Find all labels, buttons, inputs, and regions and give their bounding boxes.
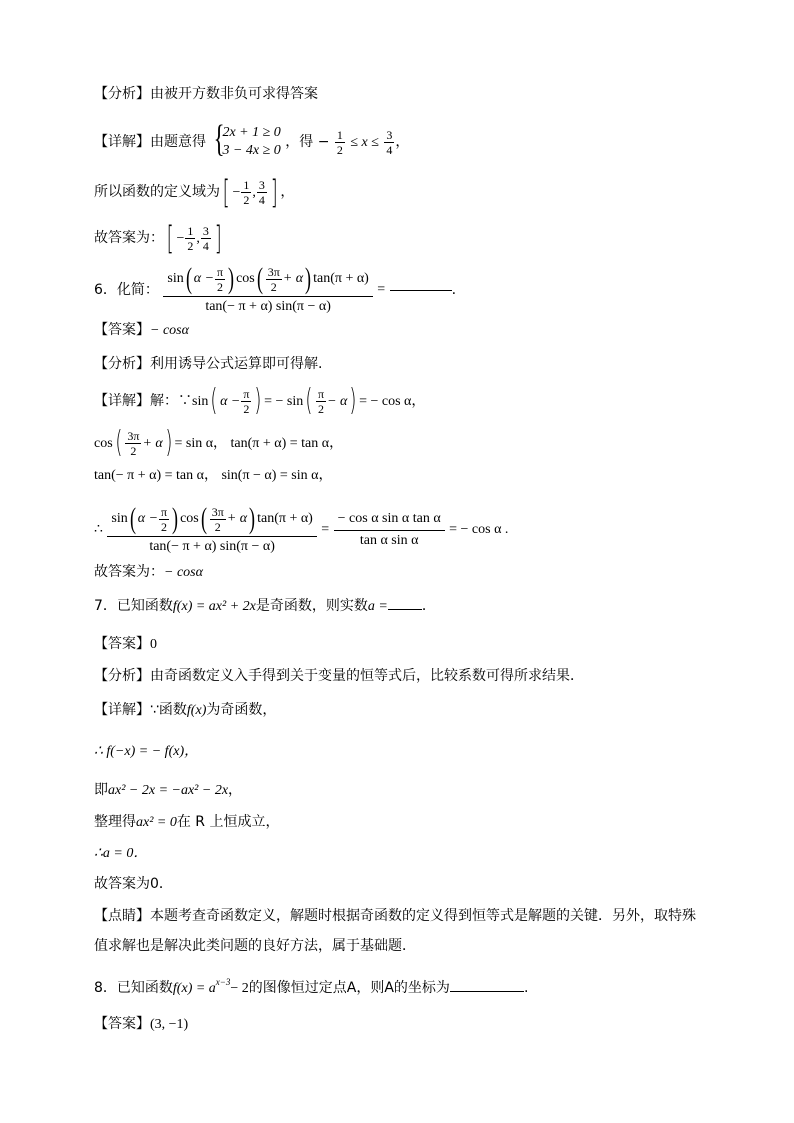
insight-label: 【点睛】 (94, 908, 150, 924)
q7-analysis-line: 【分析】由奇函数定义入手得到关于变量的恒等式后，比较系数可得所求结果． (94, 668, 584, 684)
q6-answer-line (94, 320, 189, 341)
fraction-three-quarters: $\frac{3}{4}$ (386, 127, 393, 157)
answer-blank (450, 991, 524, 992)
analysis-text: 利用诱导公式运算即可得解. (150, 356, 323, 372)
domain-text: 所以函数的定义域为 (94, 184, 220, 200)
analysis-label: 【分析】 (94, 86, 150, 102)
detail-label: 【详解】 (94, 134, 150, 150)
answer-value: (3, −1) (150, 1017, 189, 1032)
answer-value: 0 (150, 637, 157, 652)
q5-detail-line: 【详解】由题意得 { 2x + 1 ≥ 0 3 − 4x ≥ 0 ，得 − $\frac{1}{2}$ ≤ x ≤ $\frac{3}{4}$ ， (94, 118, 410, 160)
answer-blank (388, 609, 422, 610)
q7-detail-line-2: ∴ f(−x) = − f(x)， (94, 744, 199, 759)
system-line-2: 3 − 4x ≥ 0 (222, 143, 281, 158)
answer-text: 故答案为： (94, 230, 164, 246)
q5-domain-line: 所以函数的定义域为[ − $\frac{1}{2}$ , $\frac{3}{4}$ ] ， (94, 173, 295, 211)
detail-intro: 由题意得 (150, 134, 206, 150)
q7-insight-line-2: 值求解也是解决此类问题的良好方法，属于基础题． (94, 938, 416, 954)
q7-stem: 7．已知函数f(x) = ax² + 2x是奇函数，则实数a = ． (94, 598, 436, 614)
q7-detail-line-1: 【详解】∵函数f(x)为奇函数， (94, 702, 277, 718)
q7-detail-line-4: 整理得ax² = 0在 R 上恒成立， (94, 814, 280, 830)
q7-detail-line-5: ∴a = 0． (94, 846, 148, 861)
inequality-system (210, 118, 281, 160)
fraction-one-half: $\frac{1}{2}$ (336, 127, 343, 157)
q8-answer-line: 【答案】(3, −1) (94, 1016, 189, 1032)
q5-analysis-line (94, 84, 318, 104)
q7-detail-line-6: 故答案为0． (94, 876, 173, 892)
answer-label: 【答案】 (94, 322, 150, 338)
answer-value: − cosα (150, 323, 189, 338)
function-expression: f(x) = ax² + 2x (172, 599, 256, 614)
question-number: 6．化简： (94, 282, 159, 298)
q7-insight-line-1: 【点睛】本题考查奇函数定义，解题时根据奇函数的定义得到恒等式是解题的关键．另外，取特殊 (94, 908, 696, 924)
result-prefix: ，得 − (285, 134, 330, 150)
system-line-1: 2x + 1 ≥ 0 (222, 125, 281, 140)
q6-big-fraction: sin( α − $\frac{\pi}{2}$ ) cos( $\frac{3\pi}{2}$ + α) tan(π + α) tan(− π + α) sin(π − α) (163, 264, 372, 316)
inequality-middle: ≤ x ≤ (350, 135, 379, 150)
q8-stem: 8．已知函数$f(x) = a^{x-3}- 2$的图像恒过定点A，则A的坐标为 . (94, 977, 529, 996)
q6-final-line: 故答案为：− cosα (94, 564, 203, 580)
q6-stem: 6．化简： sin( α − $\frac{\pi}{2}$ ) cos( $\frac{3\pi}{2}$ + α) tan(π + α) tan(− π + α) sin(π − α) = . (94, 262, 457, 314)
q6-detail-line-3: tan(− π + α) = tan α， sin(π − α) = sin α， (94, 468, 333, 483)
answer-blank (390, 290, 452, 291)
analysis-text: 由被开方数非负可求得答案 (150, 86, 318, 102)
q7-answer-line: 【答案】0 (94, 636, 157, 652)
brace-symbol: { (214, 118, 226, 160)
q5-answer-line: 故答案为：[ − $\frac{1}{2}$ , $\frac{3}{4}$ ] (94, 219, 222, 257)
q6-detail-line-1: 【详解】解：∵sin( α − $\frac{\pi}{2}$ ) = − sin( $\frac{\pi}{2}$ − α) = − cos α， (94, 383, 426, 418)
q6-detail-line-2: cos( $\frac{3\pi}{2}$ + α) = sin α， tan(π + α) = tan α， (94, 425, 344, 460)
q6-analysis-line: 【分析】利用诱导公式运算即可得解. (94, 356, 323, 372)
q6-therefore-line: ∴ sin( α − $\frac{\pi}{2}$ ) cos( $\frac{3\pi}{2}$ + α) tan(π + α) tan(− π + α) sin(π − α) = $\frac{\text{− cos α sin α tan α}}{\text{tan α sin α}}$ = − cos α . (94, 502, 509, 554)
q7-detail-line-3: 即ax² − 2x = −ax² − 2x， (94, 782, 243, 798)
